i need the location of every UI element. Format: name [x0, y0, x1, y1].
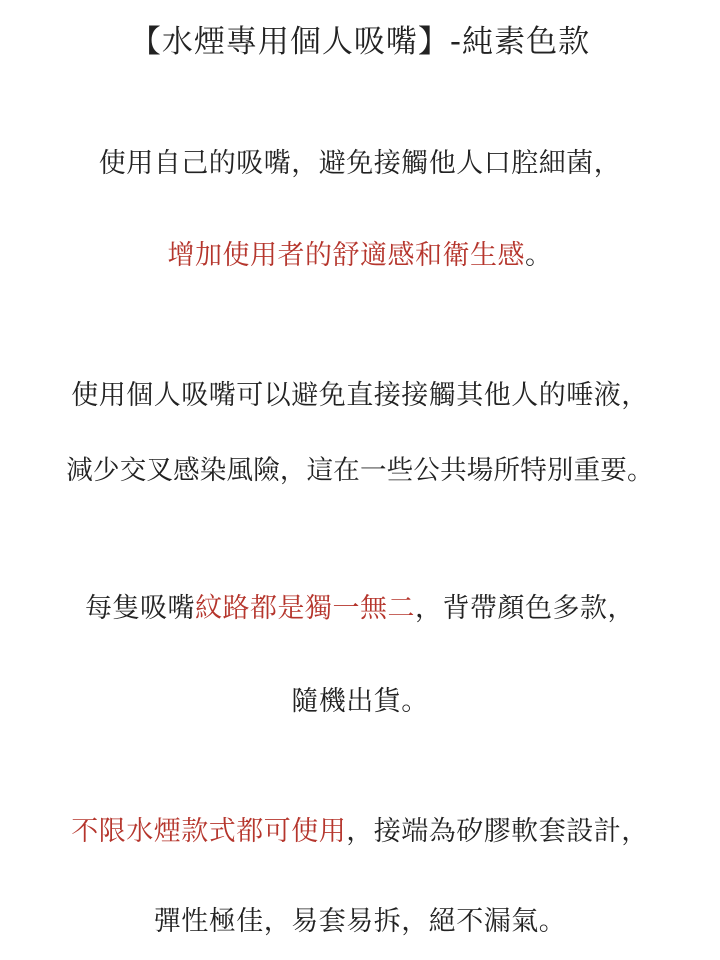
- paragraph-2-line-1: 使用個人吸嘴可以避免直接接觸其他人的唾液，: [71, 380, 649, 411]
- paragraph-3-line-2: 隨機出貨。: [291, 686, 429, 717]
- page-title: 【水煙專用個人吸嘴】-純素色款: [129, 24, 591, 60]
- paragraph-4-line-2: 彈性極佳，易套易拆，絕不漏氣。: [153, 906, 567, 937]
- line-start-text: 每隻吸嘴: [85, 593, 195, 624]
- paragraph-1-line-1: 使用自己的吸嘴，避免接觸他人口腔細菌，: [98, 148, 622, 179]
- line-ending-text: ，背帶顏色多款，: [415, 593, 635, 624]
- highlight-text: 紋路都是獨一無二: [195, 593, 415, 624]
- highlight-text: 不限水煙款式都可使用: [71, 816, 347, 847]
- highlight-text: 增加使用者的舒適感和衛生感: [167, 240, 525, 271]
- paragraph-1-line-2: [0, 236, 720, 276]
- line-ending-text: ，接端為矽膠軟套設計，: [346, 816, 649, 847]
- paragraph-3-line-1: [0, 589, 720, 629]
- line-ending-text: 。: [525, 240, 553, 271]
- paragraph-4-line-1: [0, 812, 720, 852]
- paragraph-2-line-2: 減少交叉感染風險，這在一些公共場所特別重要。: [66, 455, 654, 486]
